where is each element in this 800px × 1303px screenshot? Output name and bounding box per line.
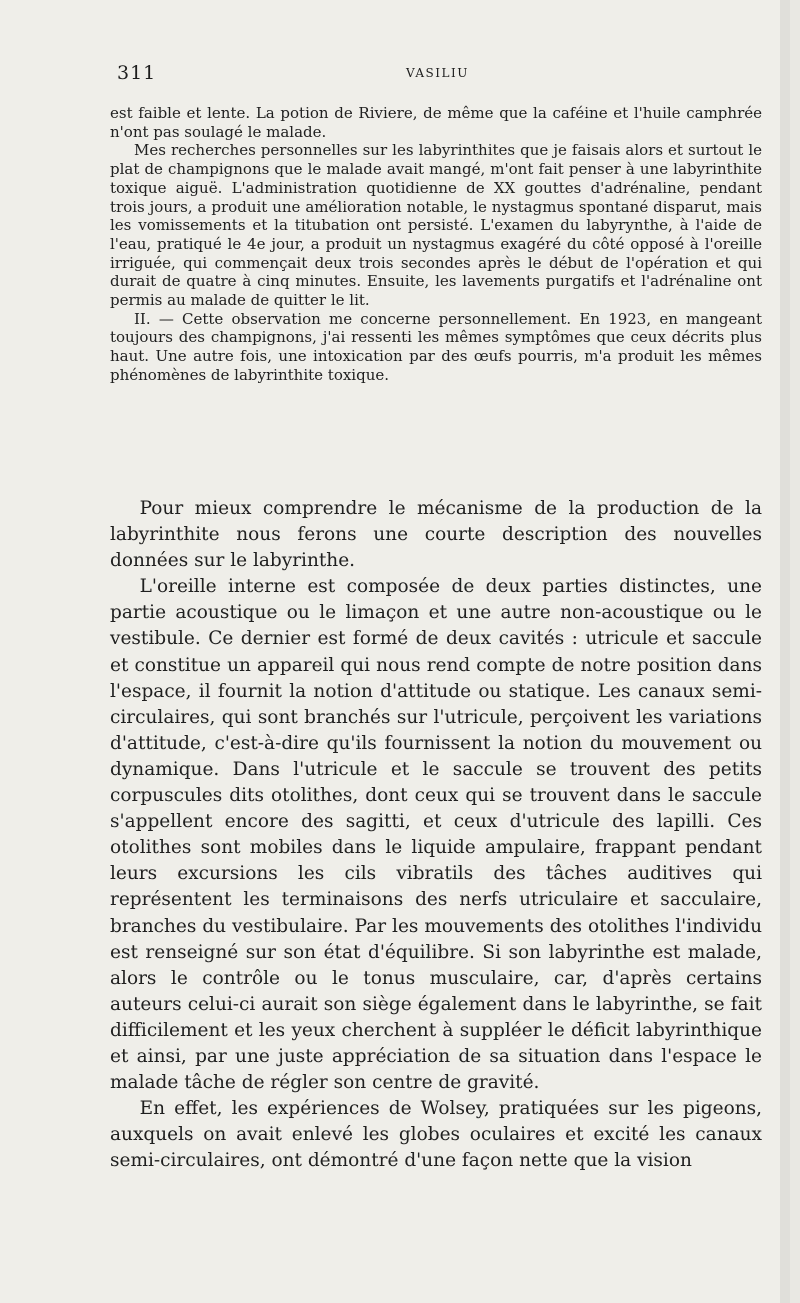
page-header	[117, 62, 762, 84]
running-head: VASILIU	[406, 66, 469, 80]
paragraph: Mes recherches personnelles sur les labyrinthites que je faisais alors et surtout le plat de champignons que le malade avait mangé, m'ont fait penser à une labyrinthite toxique aiguë. L'administration quotidienne de XX gouttes d'adrénaline, pendant trois jours, a produit une amélioration notable, le nystagmus spontané disparut, mais les vomissements et la titubation ont persisté. L'examen du labyrynthe, à l'aide de l'eau, pratiqué le 4e jour, a produit un nystagmus exagéré du côté opposé à l'oreille irriguée, qui commençait deux trois secondes après le début de l'opération et qui durait de quatre à cinq minutes. Ensuite, les lavements purgatifs et l'adrénaline ont permis au malade de quitter le lit.	[110, 141, 762, 310]
page-number: 311	[117, 62, 157, 84]
paragraph: En effet, les expériences de Wolsey, pratiquées sur les pigeons, auxquels on avait enlevé les globes oculaires et excité les canaux semi-circulaires, ont démontré d'une façon nette que la vision	[110, 1098, 762, 1172]
observation-section	[110, 104, 762, 385]
paragraph: II. — Cette observation me concerne personnellement. En 1923, en mangeant toujours des champignons, j'ai ressenti les mêmes symptômes que ceux décrits plus haut. Une autre fois, une intoxication par des œufs pourris, m'a produit les mêmes phénomènes de labyrinthite toxique.	[110, 309, 762, 384]
paragraph: L'oreille interne est composée de deux parties distinctes, une partie acoustique ou le limaçon et une autre non-acoustique ou le vestibule. Ce dernier est formé de deux cavités : utricule et saccule et constitue un appareil qui nous rend compte de notre position dans l'espace, il fournit la notion d'attitude ou statique. Les canaux semi-circulaires, qui sont branchés sur l'utricule, perçoivent les variations d'attitude, c'est-à-dire qu'ils fournissent la notion du mouvement ou dynamique. Dans l'utricule et le saccule se trouvent des petits corpuscules dits otolithes, dont ceux qui se trouvent dans le saccule s'appellent encore des sagitti, et ceux d'utricule des lapilli. Ces otolithes sont mobiles dans le liquide ampulaire, frappant pendant leurs excursions les cils vibratils des tâches auditives qui représentent les terminaisons des nerfs utriculaire et sacculaire, branches du vestibulaire. Par les mouvements des otolithes l'individu est renseigné sur son état d'équilibre. Si son labyrinthe est malade, alors le contrôle ou le tonus musculaire, car, d'après certains auteurs celui-ci aurait son siège également dans le labyrinthe, se fait difficilement et les yeux cherchent à suppléer le déficit labyrinthique et ainsi, par une juste appréciation de sa situation dans l'espace le malade tâche de régler son centre de gravité.	[110, 576, 762, 1094]
paragraph: Pour mieux comprendre le mécanisme de la production de la labyrinthite nous ferons une courte description des nouvelles données sur le labyrinthe.	[110, 498, 762, 572]
main-text-section	[110, 496, 762, 1174]
paragraph: est faible et lente. La potion de Riviere, de même que la caféine et l'huile camphrée n'ont pas soulagé le malade.	[110, 104, 762, 141]
page-edge	[780, 0, 790, 1303]
